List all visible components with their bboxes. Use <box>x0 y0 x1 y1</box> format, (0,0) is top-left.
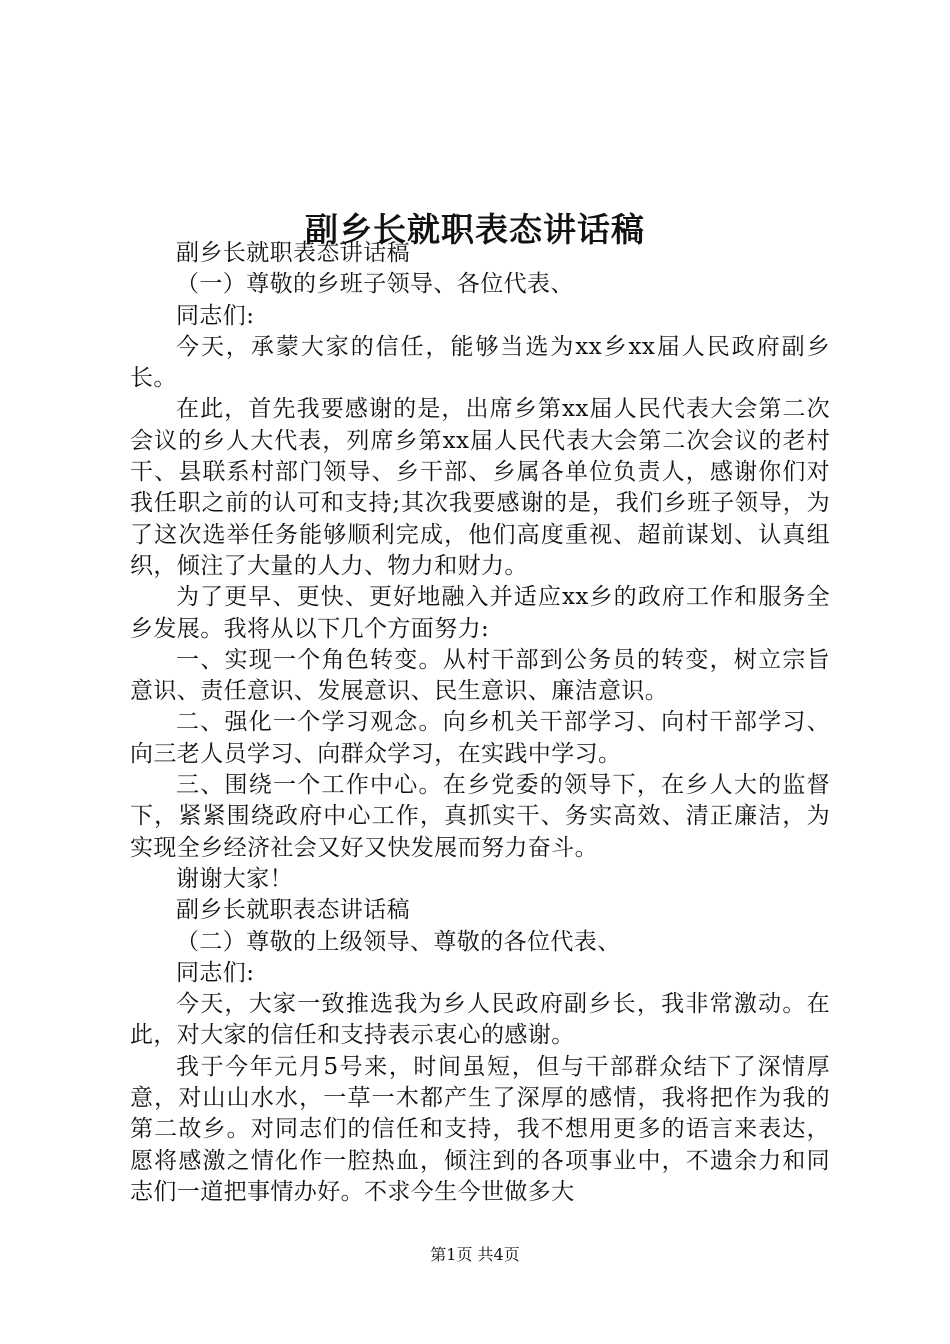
paragraph: 今天，大家一致推选我为乡人民政府副乡长，我非常激动。在此，对大家的信任和支持表示衷心的感谢。 <box>130 991 830 1049</box>
paragraph: 在此，首先我要感谢的是，出席乡第xx届人民代表大会第二次会议的乡人大代表，列席乡第xx届人民代表大会第二次会议的老村干、县联系村部门领导、乡干部、乡属各单位负责人，感谢你们对我任职之前的认可和支持;其次我要感谢的是，我们乡班子领导，为了这次选举任务能够顺利完成，他们高度重视、超前谋划、认真组织，倾注了大量的人力、物力和财力。 <box>130 396 830 579</box>
document-title: 副乡长就职表态讲话稿 <box>305 210 645 250</box>
document-body <box>130 238 830 1208</box>
paragraph: 同志们: <box>176 302 255 329</box>
paragraph: 一、实现一个角色转变。从村干部到公务员的转变，树立宗旨意识、责任意识、发展意识、民生意识、廉洁意识。 <box>130 646 830 705</box>
paragraph: 为了更早、更快、更好地融入并适应xx乡的政府工作和服务全乡发展。我将从以下几个方面努力: <box>130 584 830 642</box>
paragraph: 同志们: <box>176 959 255 986</box>
paragraph: 二、强化一个学习观念。向乡机关干部学习、向村干部学习、向三老人员学习、向群众学习，在实践中学习。 <box>130 709 830 767</box>
paragraph: 副乡长就职表态讲话稿 <box>176 240 410 266</box>
paragraph: 我于今年元月5号来，时间虽短，但与干部群众结下了深情厚意，对山山水水，一草一木都产生了深厚的感情，我将把作为我的第二故乡。对同志们的信任和支持，我不想用更多的语言来表达，愿将感激之情化作一腔热血，倾注到的各项事业中，不遗余力和同志们一道把事情办好。不求今生今世做多大 <box>130 1053 830 1205</box>
paragraph: 今天，承蒙大家的信任，能够当选为xx乡xx届人民政府副乡长。 <box>130 333 830 392</box>
paragraph: （二）尊敬的上级领导、尊敬的各位代表、 <box>176 928 621 955</box>
paragraph: （一）尊敬的乡班子领导、各位代表、 <box>176 271 574 298</box>
paragraph: 谢谢大家！ <box>176 865 293 892</box>
page-number-footer: 第1页 共4页 <box>430 1245 520 1264</box>
paragraph: 副乡长就职表态讲话稿 <box>176 897 410 924</box>
paragraph: 三、围绕一个工作中心。在乡党委的领导下，在乡人大的监督下，紧紧围绕政府中心工作，真抓实干、务实高效、清正廉洁，为实现全乡经济社会又好又快发展而努力奋斗。 <box>130 772 830 861</box>
